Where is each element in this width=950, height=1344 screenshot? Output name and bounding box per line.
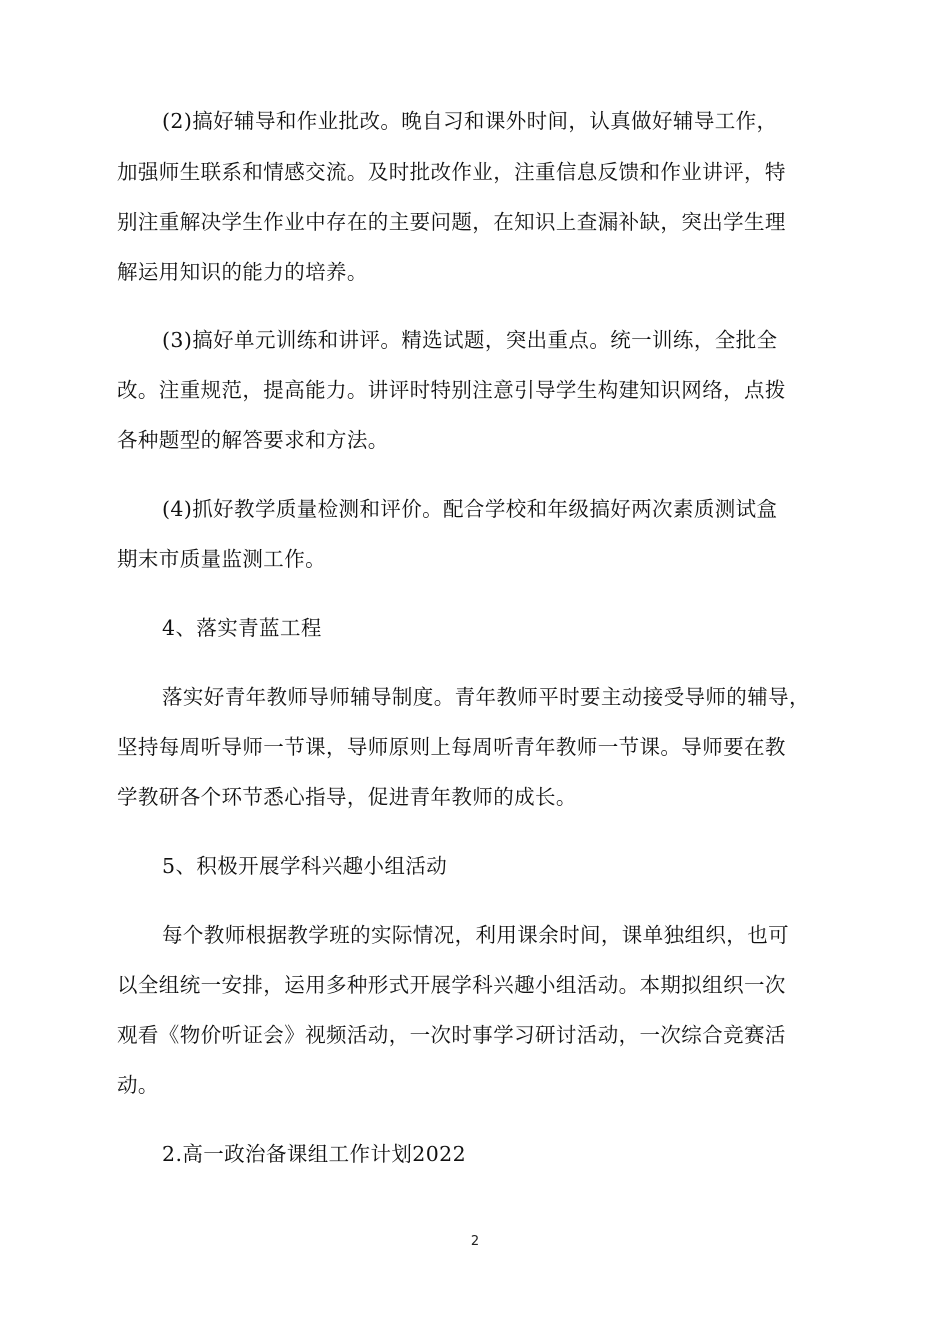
paragraph-2-line-1: (2)搞好辅导和作业批改。晚自习和课外时间，认真做好辅导工作，	[162, 109, 778, 133]
section-heading-4: 4、落实青蓝工程	[162, 616, 322, 640]
plan-title: 2.高一政治备课组工作计划2022	[162, 1142, 467, 1166]
section-4-line-1: 落实好青年教师导师辅导制度。青年教师平时要主动接受导师的辅导，	[162, 685, 810, 709]
paragraph-3-line-3: 各种题型的解答要求和方法。	[117, 428, 389, 452]
section-5-line-3: 观看《物价听证会》视频活动，一次时事学习研讨活动，一次综合竞赛活	[117, 1023, 786, 1047]
section-5-line-1: 每个教师根据教学班的实际情况，利用课余时间，课单独组织，也可	[162, 923, 789, 947]
paragraph-4-line-2: 期末市质量监测工作。	[117, 547, 326, 571]
paragraph-2-line-3: 别注重解决学生作业中存在的主要问题，在知识上查漏补缺，突出学生理	[117, 210, 786, 234]
section-5-line-4: 动。	[117, 1073, 159, 1097]
page-number: 2	[470, 1234, 480, 1249]
section-4-line-3: 学教研各个环节悉心指导，促进青年教师的成长。	[117, 785, 577, 809]
paragraph-3-line-1: (3)搞好单元训练和讲评。精选试题，突出重点。统一训练，全批全	[162, 328, 778, 352]
paragraph-3-line-2: 改。注重规范，提高能力。讲评时特别注意引导学生构建知识网络，点拨	[117, 378, 786, 402]
section-4-line-2: 坚持每周听导师一节课，导师原则上每周听青年教师一节课。导师要在教	[117, 735, 786, 759]
section-heading-5: 5、积极开展学科兴趣小组活动	[162, 854, 448, 878]
paragraph-2-line-2: 加强师生联系和情感交流。及时批改作业，注重信息反馈和作业讲评，特	[117, 160, 786, 184]
paragraph-4-line-1: (4)抓好教学质量检测和评价。配合学校和年级搞好两次素质测试盒	[162, 497, 778, 521]
paragraph-2-line-4: 解运用知识的能力的培养。	[117, 260, 368, 284]
section-5-line-2: 以全组统一安排，运用多种形式开展学科兴趣小组活动。本期拟组织一次	[117, 973, 786, 997]
